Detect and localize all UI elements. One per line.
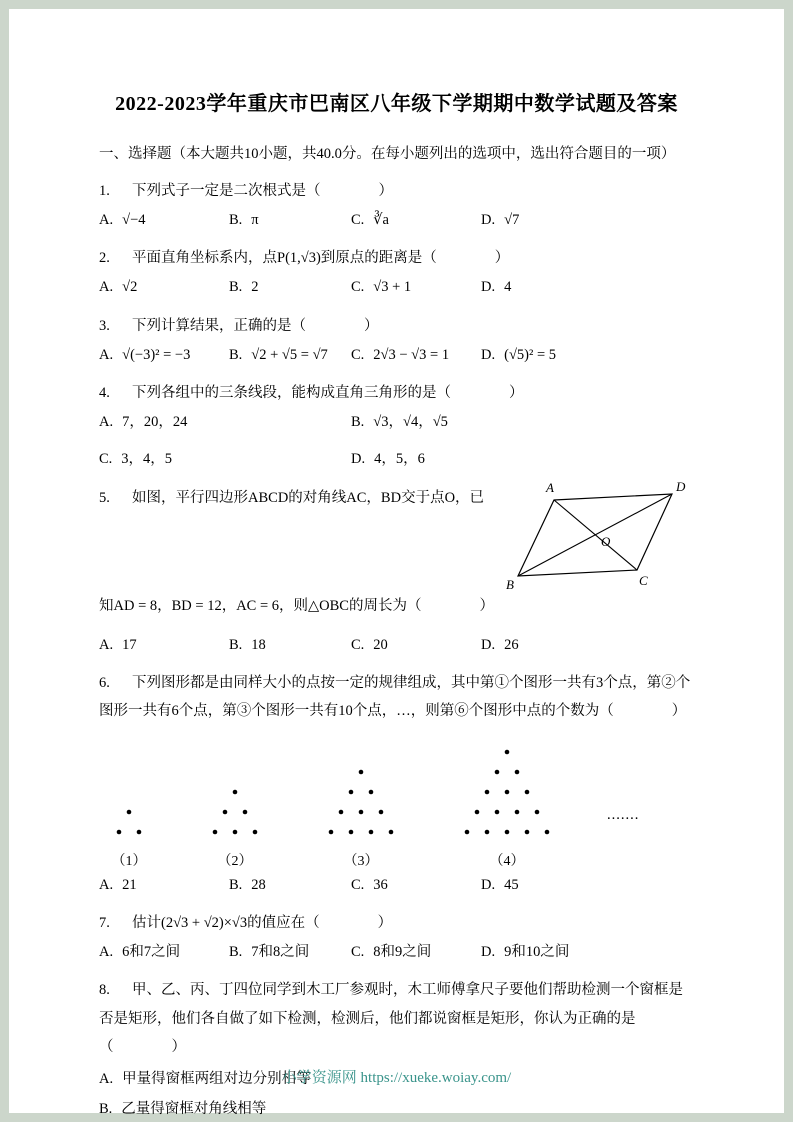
question-options xyxy=(99,209,694,232)
option-a xyxy=(99,209,229,232)
figure-caption: （3） xyxy=(343,853,379,869)
question-options xyxy=(99,276,694,299)
question-options xyxy=(99,941,694,964)
option-b xyxy=(99,1098,694,1121)
parallelogram-figure xyxy=(504,478,694,592)
option-c xyxy=(351,344,481,367)
dot-pattern-4 xyxy=(451,742,563,842)
option-d xyxy=(481,209,694,232)
option-d xyxy=(351,448,589,471)
question-8 xyxy=(99,976,694,1121)
figure-caption: （1） xyxy=(111,853,147,869)
option-b xyxy=(229,941,351,964)
option-text: 36 xyxy=(373,876,388,893)
option-c xyxy=(351,634,481,657)
question-2 xyxy=(99,244,694,299)
footer-site-link[interactable]: 小学资源网 https://xueke.woiay.com/ xyxy=(281,1070,512,1086)
option-text: √−4 xyxy=(122,211,146,228)
option-text: 乙量得窗框对角线相等 xyxy=(121,1101,267,1118)
option-a xyxy=(99,941,229,964)
option-text: 28 xyxy=(251,876,266,893)
option-label: C. xyxy=(351,636,365,653)
question-stem xyxy=(99,976,694,1061)
option-a xyxy=(99,411,351,434)
option-text: (√5)² = 5 xyxy=(504,346,556,363)
option-b xyxy=(229,874,351,897)
option-label: C. xyxy=(351,346,365,363)
question-number: 2. xyxy=(99,250,110,267)
question-stem xyxy=(99,379,694,407)
option-label: A. xyxy=(99,636,114,653)
option-text: 2√3 − √3 = 1 xyxy=(373,346,450,363)
option-text: 8和9之间 xyxy=(373,944,432,961)
option-label: D. xyxy=(481,876,496,893)
option-text: 3，4，5 xyxy=(121,451,173,468)
center-label-O: O xyxy=(601,533,611,549)
option-d xyxy=(481,344,694,367)
pattern-continuation-ellipsis: ....... xyxy=(607,806,640,823)
question-number: 1. xyxy=(99,182,110,199)
question-stem xyxy=(99,312,694,340)
question-options xyxy=(99,411,589,471)
dot-figure-3 xyxy=(315,762,407,870)
question-number: 6. xyxy=(99,675,110,692)
option-text: ∛a xyxy=(373,211,389,228)
option-label: D. xyxy=(481,211,496,228)
option-d xyxy=(481,874,694,897)
option-b xyxy=(351,411,589,434)
option-d xyxy=(481,634,694,657)
option-c xyxy=(351,209,481,232)
option-label: A. xyxy=(99,1071,114,1088)
question-text: 甲、乙、丙、丁四位同学到木工厂参观时，木工师傅拿尺子要他们帮助检测一个窗框是否是矩形，他们各自做了如下检测，检测后，他们都说窗框是矩形，你认为正确的是（ ） xyxy=(99,982,683,1055)
option-text: 45 xyxy=(504,876,519,893)
option-label: B. xyxy=(229,876,243,893)
option-text: √3，√4，√5 xyxy=(373,414,448,431)
question-4 xyxy=(99,379,694,472)
dot-pattern-figures xyxy=(103,742,694,870)
option-label: B. xyxy=(229,211,243,228)
option-label: B. xyxy=(351,414,365,431)
question-options xyxy=(99,344,694,367)
question-3 xyxy=(99,312,694,367)
vertex-label-B: B xyxy=(506,576,514,592)
option-a xyxy=(99,874,229,897)
option-label: C. xyxy=(351,876,365,893)
question-5 xyxy=(99,478,694,657)
question-number: 3. xyxy=(99,317,110,334)
dot-figure-4 xyxy=(451,742,563,870)
question-stem xyxy=(99,244,694,272)
question-text: 下列图形都是由同样大小的点按一定的规律组成，其中第①个图形一共有3个点，第②个图形一共有6个点，第③个图形一共有10个点，…，则第⑥个图形中点的个数为（ ） xyxy=(99,675,691,720)
dot-pattern-3 xyxy=(315,762,407,842)
vertex-label-C: C xyxy=(639,572,648,588)
question-stem xyxy=(99,669,694,726)
option-text: √3 + 1 xyxy=(373,279,412,296)
question-1 xyxy=(99,177,694,232)
option-label: B. xyxy=(229,636,243,653)
option-label: D. xyxy=(481,944,496,961)
option-a xyxy=(99,276,229,299)
dot-figure-2 xyxy=(199,782,271,870)
question-text: 估计(2√3 + √2)×√3的值应在（ ） xyxy=(132,914,393,931)
option-text: 2 xyxy=(251,279,259,296)
option-b xyxy=(229,276,351,299)
option-text: 9和10之间 xyxy=(504,944,570,961)
figure-caption: （4） xyxy=(489,853,525,869)
option-text: 7，20，24 xyxy=(122,414,188,431)
question-text: 下列计算结果，正确的是（ ） xyxy=(132,317,379,334)
option-text: 18 xyxy=(251,636,266,653)
question-options xyxy=(99,624,694,657)
option-b xyxy=(229,209,351,232)
option-label: D. xyxy=(481,346,496,363)
question-number: 8. xyxy=(99,982,110,999)
option-text: √(−3)² = −3 xyxy=(122,346,191,363)
question-number: 4. xyxy=(99,385,110,401)
option-label: C. xyxy=(99,451,113,468)
option-c xyxy=(351,941,481,964)
question-text: 如图，平行四边形ABCD的对角线AC，BD交于点O，已知AD = 8，BD = 12，AC = 6，则△OBC的周长为（ ） xyxy=(99,489,494,614)
option-label: A. xyxy=(99,414,114,431)
question-7 xyxy=(99,909,694,964)
option-text: 17 xyxy=(122,636,137,653)
vertex-label-A: A xyxy=(546,479,554,495)
option-text: 6和7之间 xyxy=(122,944,181,961)
option-label: A. xyxy=(99,211,114,228)
option-label: C. xyxy=(351,279,365,296)
option-c xyxy=(351,276,481,299)
option-text: π xyxy=(251,211,259,228)
option-label: D. xyxy=(481,636,496,653)
option-a xyxy=(99,634,229,657)
option-text: 4 xyxy=(504,279,512,296)
question-stem xyxy=(99,909,694,937)
document-page xyxy=(9,9,784,1118)
option-text: 21 xyxy=(122,876,137,893)
option-text: 26 xyxy=(504,636,519,653)
option-label: A. xyxy=(99,279,114,296)
option-b xyxy=(229,634,351,657)
option-text: 4，5，6 xyxy=(374,451,425,468)
vertex-label-D: D xyxy=(676,478,686,494)
option-label: A. xyxy=(99,944,114,961)
option-b xyxy=(229,344,351,367)
dot-figure-1 xyxy=(103,802,155,870)
question-number: 7. xyxy=(99,914,110,931)
question-text: 下列式子一定是二次根式是（ ） xyxy=(132,182,393,199)
option-d xyxy=(481,941,694,964)
option-label: B. xyxy=(99,1101,113,1118)
option-text: 7和8之间 xyxy=(251,944,310,961)
question-options xyxy=(99,874,694,897)
option-label: D. xyxy=(481,279,496,296)
dot-pattern-2 xyxy=(199,782,271,842)
option-text: 甲量得窗框两组对边分别相等 xyxy=(122,1071,311,1088)
question-text: 下列各组中的三条线段，能构成直角三角形的是（ ） xyxy=(132,385,524,401)
option-label: A. xyxy=(99,876,114,893)
diagonal-BD xyxy=(518,494,672,576)
question-number: 5. xyxy=(99,489,110,506)
footer xyxy=(9,1066,784,1087)
option-label: B. xyxy=(229,944,243,961)
option-label: B. xyxy=(229,346,243,363)
question-6 xyxy=(99,669,694,897)
option-text: √7 xyxy=(504,211,520,228)
question-text: 平面直角坐标系内，点P(1,√3)到原点的距离是（ ） xyxy=(132,250,510,267)
option-text: √2 xyxy=(122,279,138,296)
option-c xyxy=(351,874,481,897)
option-text: √2 + √5 = √7 xyxy=(251,346,328,363)
option-text: 20 xyxy=(373,636,388,653)
option-a xyxy=(99,344,229,367)
option-label: B. xyxy=(229,279,243,296)
dot-pattern-1 xyxy=(103,802,155,842)
option-label: C. xyxy=(351,944,365,961)
option-label: C. xyxy=(351,211,365,228)
page-title: 2022-2023学年重庆市巴南区八年级下学期期中数学试题及答案 xyxy=(115,93,678,115)
option-label: A. xyxy=(99,346,114,363)
figure-caption: （2） xyxy=(217,853,253,869)
option-d xyxy=(481,276,694,299)
section-heading: 一、选择题（本大题共10小题，共40.0分。在每小题列出的选项中，选出符合题目的一项） xyxy=(99,146,676,162)
question-stem xyxy=(99,177,694,205)
option-c xyxy=(99,448,351,471)
option-label: D. xyxy=(351,451,366,468)
